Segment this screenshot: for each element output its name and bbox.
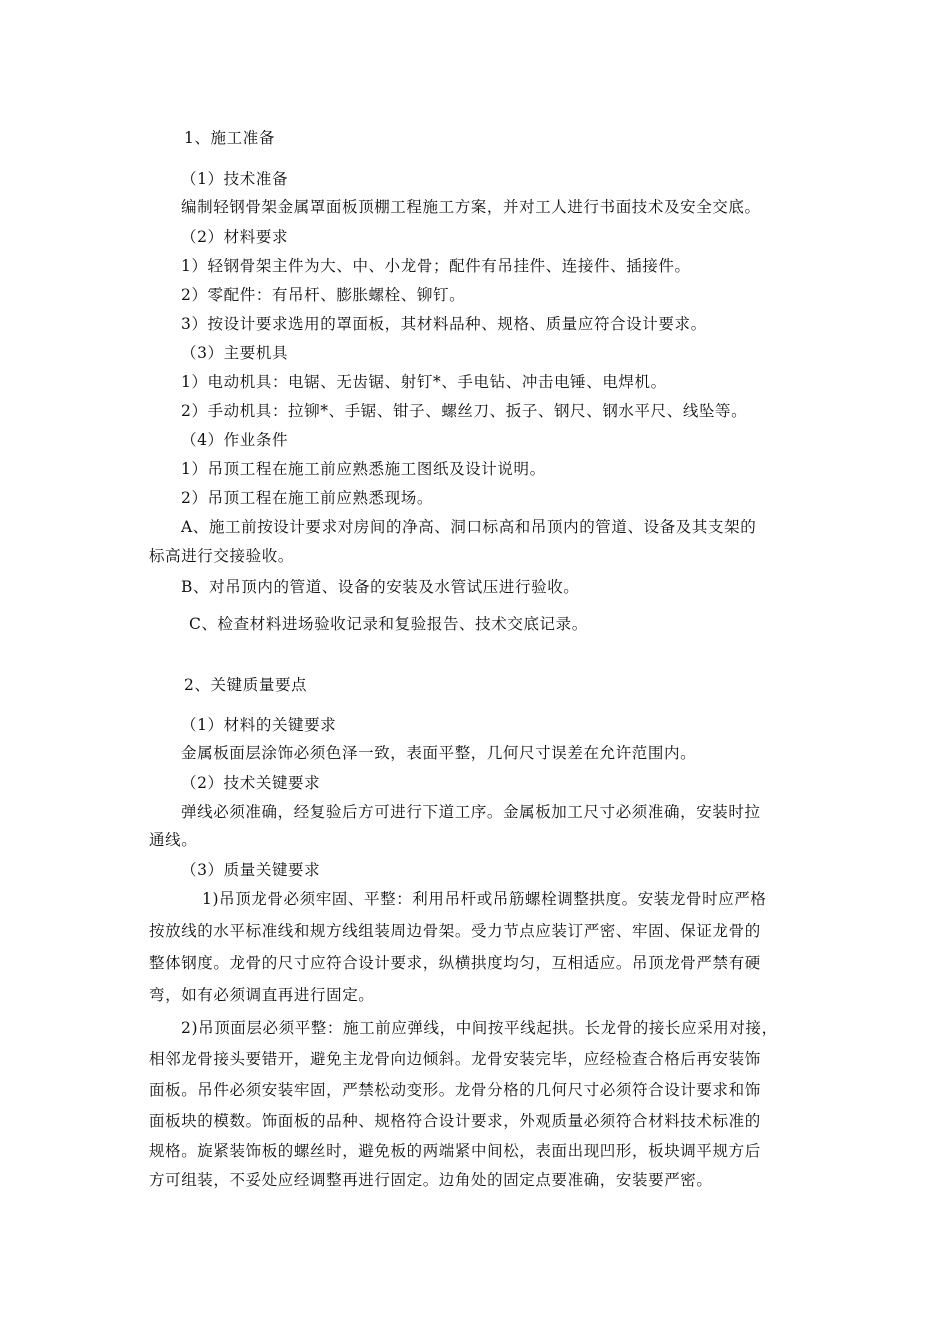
materials-item-2: 2）零配件：有吊杆、膨胀螺栓、铆钉。 [181,286,466,304]
conditions-heading: （4）作业条件 [181,431,289,449]
quality-key-p2-line-5: 规格。旋紧装饰板的螺丝时，避免板的两端紧中间松，表面出现凹形，板块调平规方后 [149,1142,761,1160]
section-2-heading: 2、关键质量要点 [184,676,308,694]
materials-item-3: 3）按设计要求选用的罩面板，其材料品种、规格、质量应符合设计要求。 [181,315,707,333]
tools-item-1: 1）电动机具：电锯、无齿锯、射钉*、手电钻、冲击电锤、电焊机。 [181,373,667,391]
tools-item-2: 2）手动机具：拉铆*、手锯、钳子、螺丝刀、扳子、钢尺、钢水平尺、线坠等。 [181,402,748,420]
quality-key-p1-line-3: 整体钢度。龙骨的尺寸应符合设计要求，纵横拱度均匀，互相适应。吊顶龙骨严禁有硬 [149,954,761,972]
quality-key-p1-line-2: 按放线的水平标准线和规方线组装周边骨架。受力节点应装订严密、牢固、保证龙骨的 [149,922,761,940]
materials-item-1: 1）轻钢骨架主件为大、中、小龙骨；配件有吊挂件、连接件、插接件。 [181,257,691,275]
section-1-heading: 1、施工准备 [184,129,275,147]
conditions-item-1: 1）吊顶工程在施工前应熟悉施工图纸及设计说明。 [181,460,546,478]
quality-key-p2-line-4: 面板块的模数。饰面板的品种、规格符合设计要求，外观质量必须符合材料技术标准的 [149,1112,761,1130]
conditions-item-2: 2）吊顶工程在施工前应熟悉现场。 [181,489,433,507]
conditions-a-line-2: 标高进行交接验收。 [149,547,294,565]
tech-key-line-2: 通线。 [149,831,198,849]
quality-key-p2-line-1: 2)吊顶面层必须平整：施工前应弹线，中间按平线起拱。长龙骨的接长应采用对接， [181,1019,778,1037]
quality-key-p2-line-6: 方可组装，不妥处应经调整再进行固定。边角处的固定点要准确，安装要严密。 [149,1171,713,1189]
conditions-a-line-1: A、施工前按设计要求对房间的净高、洞口标高和吊顶内的管道、设备及其支架的 [181,518,757,536]
conditions-c: C、检查材料进场验收记录和复验报告、技术交底记录。 [189,615,588,633]
quality-key-p1-line-1: 1)吊顶龙骨必须牢固、平整：利用吊杆或吊筋螺栓调整拱度。安装龙骨时应严格 [202,890,767,908]
tools-heading: （3）主要机具 [181,344,289,362]
quality-key-heading: （3）质量关键要求 [181,861,321,879]
materials-key-heading: （1）材料的关键要求 [181,716,337,734]
tech-prep-text: 编制轻钢骨架金属罩面板顶棚工程施工方案，并对工人进行书面技术及安全交底。 [181,198,761,216]
tech-prep-heading: （1）技术准备 [181,170,289,188]
tech-key-line-1: 弹线必须准确，经复验后方可进行下道工序。金属板加工尺寸必须准确，安装时拉 [181,803,761,821]
tech-key-heading: （2）技术关键要求 [181,774,321,792]
conditions-b: B、对吊顶内的管道、设备的安装及水管试压进行验收。 [181,578,580,596]
quality-key-p2-line-2: 相邻龙骨接头要错开，避免主龙骨向边倾斜。龙骨安装完毕，应经检查合格后再安装饰 [149,1050,761,1068]
quality-key-p2-line-3: 面板。吊件必须安装牢固，严禁松动变形。龙骨分格的几何尺寸必须符合设计要求和饰 [149,1081,761,1099]
quality-key-p1-line-4: 弯，如有必须调直再进行固定。 [149,986,375,1004]
materials-heading: （2）材料要求 [181,228,289,246]
materials-key-text: 金属板面层涂饰必须色泽一致，表面平整，几何尺寸误差在允许范围内。 [181,744,697,762]
